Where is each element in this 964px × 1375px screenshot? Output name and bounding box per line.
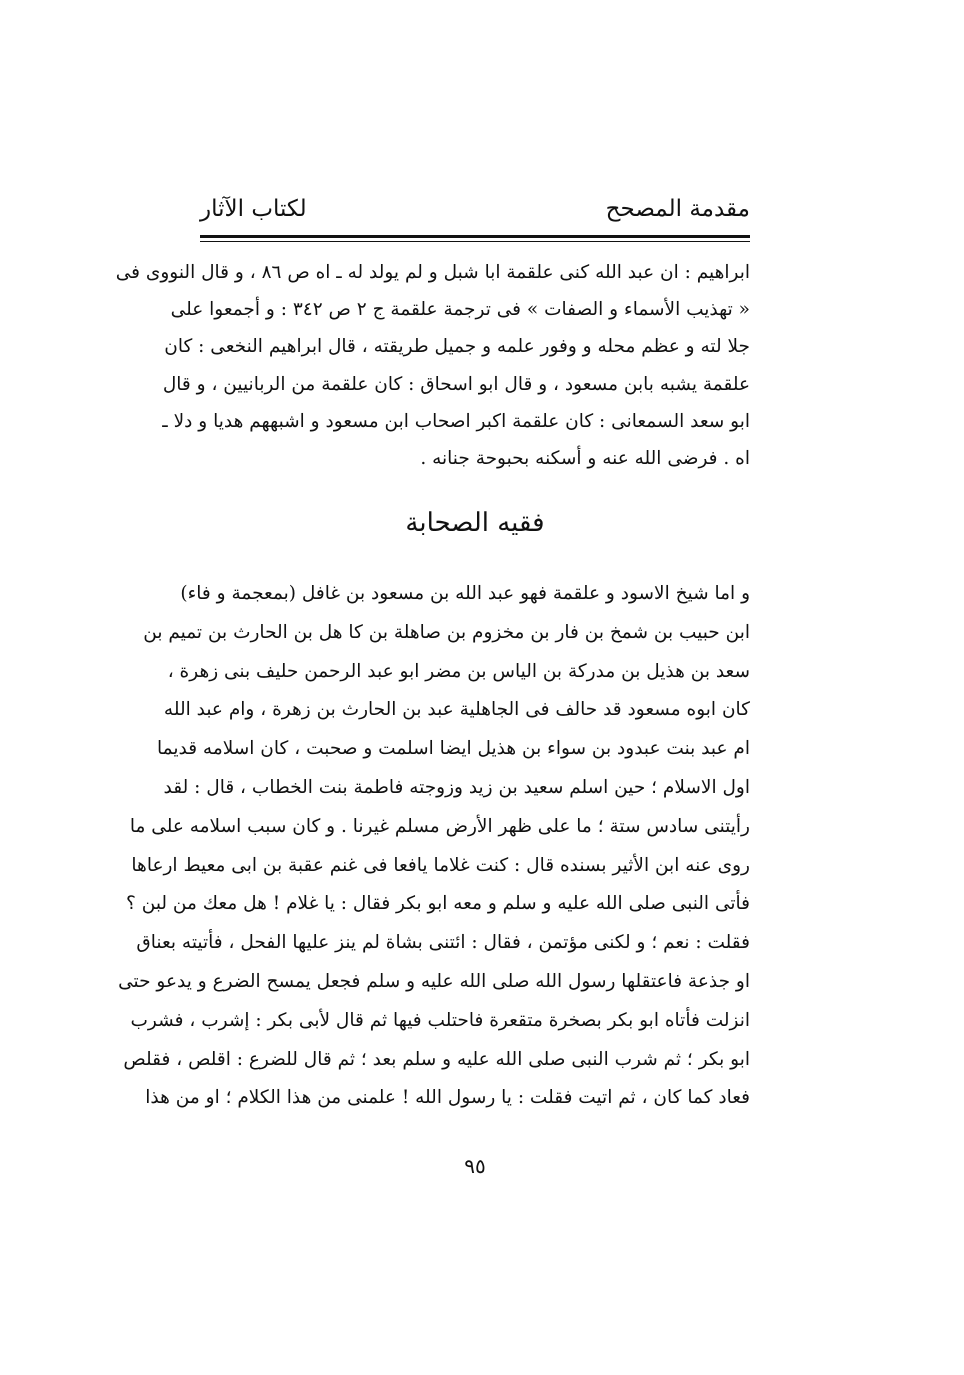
header-rule-thin <box>200 241 750 242</box>
body-line: او جذعة فاعتقلها رسول الله صلى الله عليه و سلم فجعل يمسح الضرع و يدعو حتى <box>118 970 750 992</box>
running-header <box>200 196 750 236</box>
footnote-line: علقمة يشبه بابن مسعود ، و قال ابو اسحاق : كان علقمة من الربانيين ، و قال <box>162 373 750 395</box>
body-line: و اما شيخ الاسود و علقمة فهو عبد الله بن مسعود بن غافل (بمعجمة و فاء) <box>180 583 750 604</box>
header-book-title: لكتاب الآثار <box>200 196 307 222</box>
body-line: كان ابوه مسعود قد حالف فى الجاهلية عبد بن الحارث بن زهرة ، وام عبد الله <box>163 699 750 721</box>
header-section-title: مقدمة المصحح <box>605 196 750 222</box>
body-line: فعاد كما كان ، ثم اتيت فقلت : يا رسول الله ! علمنى من هذا الكلام ؛ او من هذا <box>145 1087 750 1109</box>
body-line: روى عنه ابن الأثير بسنده قال : كنت غلاما يافعا فى غنم عقبة بن ابى معيط ارعاها <box>131 854 750 876</box>
footnote-line: اه . فرضى الله عنه و أسكنه بحبوحة جنانه . <box>420 447 750 469</box>
footnote-line: « تهذيب الأسماء و الصفات » فى ترجمة علقمة ج ٢ ص ٣٤٢ : و أجمعوا على <box>170 299 750 321</box>
section-heading: فقيه الصحابة <box>405 508 545 538</box>
body-line: فأتى النبى صلى الله عليه و سلم و معه ابو بكر فقال : يا غلام ! هل معك من لبن ؟ <box>126 893 750 915</box>
body-line: ام عبد بنت عبدود بن سواء بن هذيل ايضا اسلمت و صحبت ، كان اسلامه قديما <box>157 738 750 760</box>
body-line: ابو بكر ؛ ثم شرب النبى صلى الله عليه و سلم بعد ؛ ثم قال للضرع : اقلص ، فقلص <box>123 1048 750 1070</box>
body-line: اول الاسلام ؛ حين اسلم سعيد بن زيد وزوجته فاطمة بنت الخطاب ، قال : لقد <box>163 776 750 798</box>
body-line: انزلت فأتاه ابو بكر بصخرة متقعرة فاحتلب فيها ثم قال لأبى بكر : إشرب ، فشرب <box>130 1009 750 1031</box>
body-line: فقلت : نعم ؛ و لكنى مؤتمن ، فقال : ائتنى بشاة لم ينز عليها الفحل ، فأتيته بعناق <box>136 932 750 954</box>
body-line: ابن حبيب بن شمخ بن فار بن مخزوم بن صاهلة بن كا هل بن الحارث بن تميم بن <box>143 621 750 643</box>
header-rule-thick <box>200 235 750 238</box>
body-line: سعد بن هذيل بن مدركة بن الياس بن مضر ابو عبد الرحمن حليف بنى زهرة ، <box>167 660 750 682</box>
footnote-line: ابو سعد السمعانى : كان علقمة اكبر اصحاب ابن مسعود و اشبههم هديا و دلا ـ <box>162 410 750 432</box>
body-line: رأيتنى سادس ستة ؛ ما على ظهر الأرض مسلم غيرنا . و كان سبب اسلامه على ما <box>129 815 750 837</box>
footnote-line: جلا لته و عظم محله و وفور علمه و جميل طريقته ، قال ابراهيم النخعى : كان <box>164 336 750 358</box>
page-number: ٩٥ <box>464 1154 486 1178</box>
footnote-line: ابراهيم : ان عبد الله كنى علقمة ابا شبل و لم يولد له ـ اه ص ٨٦ ، و قال النووى فى <box>115 262 750 283</box>
footnote-paragraph <box>115 254 750 477</box>
body-paragraph <box>118 575 750 1118</box>
